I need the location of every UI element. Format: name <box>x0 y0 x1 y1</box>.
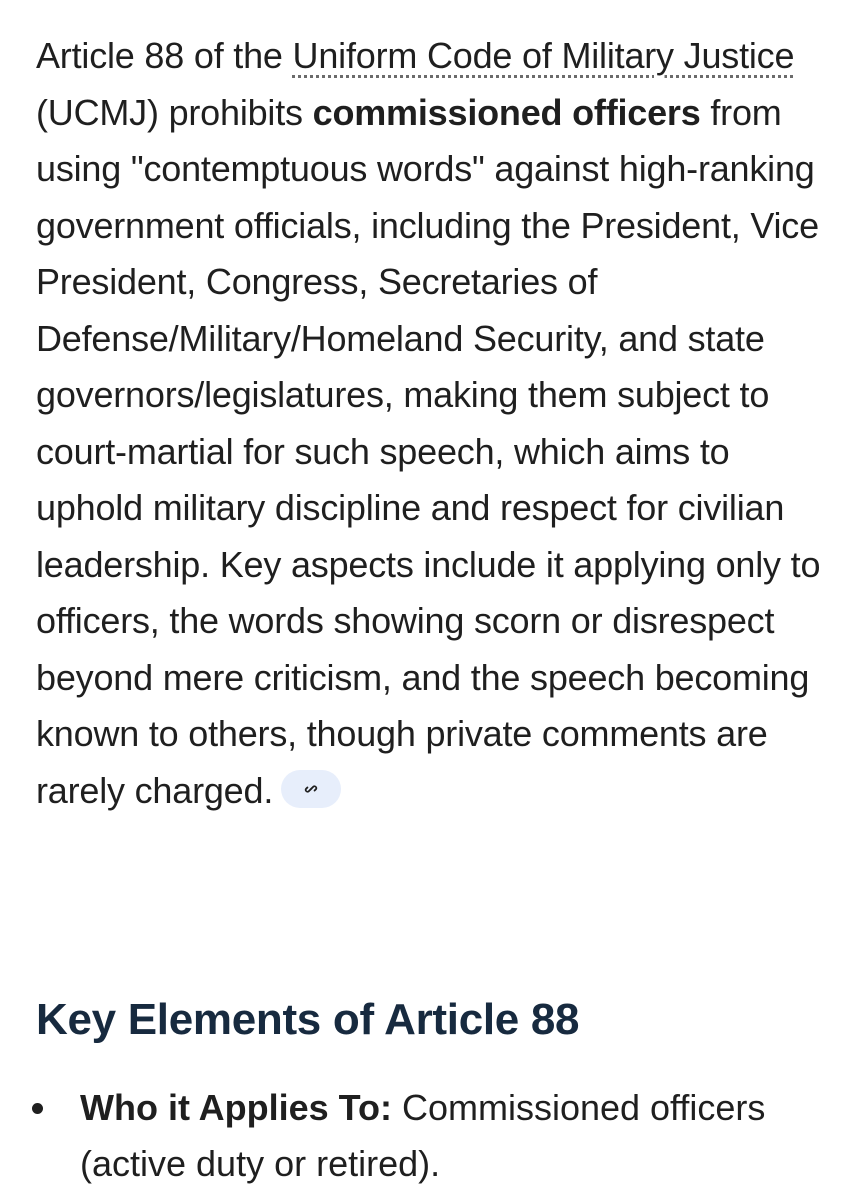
list-item-label: Who it Applies To: <box>80 1087 392 1128</box>
list-item <box>36 1080 828 1192</box>
source-link-chip[interactable] <box>281 770 341 808</box>
summary-text-2: (UCMJ) prohibits <box>36 91 313 133</box>
summary-text-1: Article 88 of the <box>36 35 293 76</box>
link-icon <box>300 778 322 800</box>
bullet-dot <box>32 1103 43 1114</box>
section-heading: Key Elements of Article 88 <box>36 995 580 1044</box>
list-item-text: Commissioned officers (active duty or retired). <box>80 1087 766 1184</box>
key-elements-list <box>36 1080 828 1192</box>
summary-text-3: from using "contemptuous words" against high-ranking government officials, including the President, Vice President, Congress, Secretaries of Defense/Military/Homeland Security, and state governors/legislatures, making them subject to court-martial for such speech, which aims to uphold military discipline and respect for civilian leadership. Key aspects include it applying only to officers, the words showing scorn or disrespect beyond mere criticism, and the speech becoming known to others, though private comments are rarely charged. <box>36 91 821 811</box>
commissioned-officers-bold: commissioned officers <box>312 91 701 133</box>
answer-content <box>36 28 828 819</box>
ucmj-link[interactable]: Uniform Code of Military Justice <box>292 35 795 76</box>
summary-paragraph <box>36 28 828 819</box>
